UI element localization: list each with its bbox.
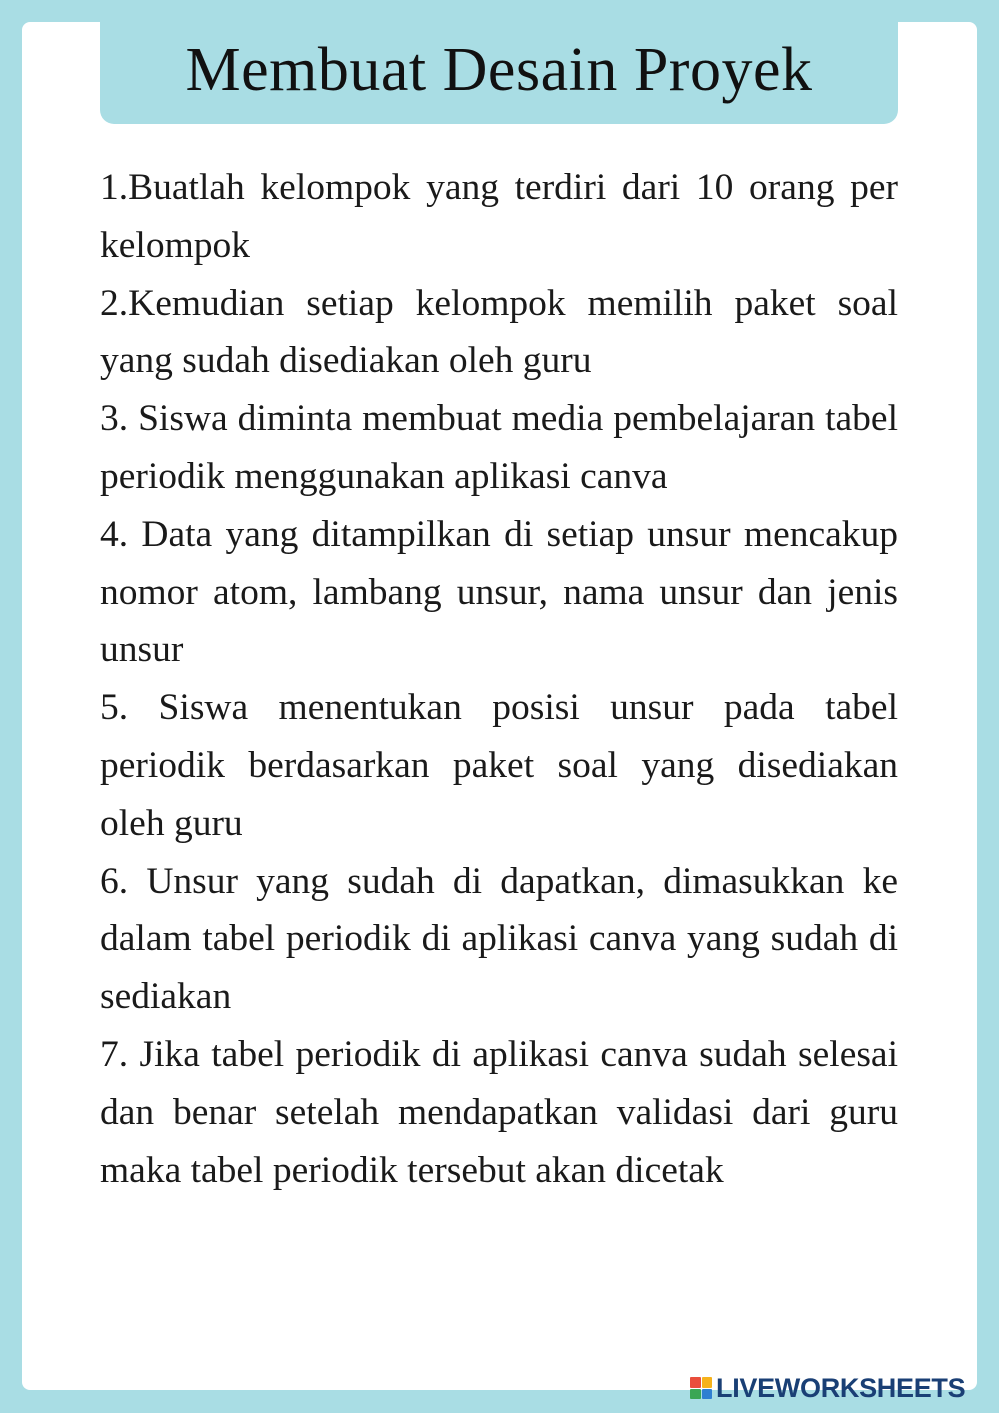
brand-text: LIVEWORKSHEETS [716, 1372, 966, 1403]
instruction-step-1: 1.Buatlah kelompok yang terdiri dari 10 orang per kelompok [100, 167, 898, 266]
instruction-list [100, 159, 898, 1199]
page-title: Membuat Desain Proyek [185, 36, 813, 104]
title-banner [100, 22, 898, 124]
instruction-step-6: 6. Unsur yang sudah di dapatkan, dimasukkan ke dalam tabel periodik di aplikasi canva yang sudah di sediakan [100, 860, 898, 1018]
instruction-step-3: 3. Siswa diminta membuat media pembelajaran tabel periodik menggunakan aplikasi canva [100, 398, 898, 497]
instruction-step-7: 7. Jika tabel periodik di aplikasi canva sudah selesai dan benar setelah mendapatkan validasi dari guru maka tabel periodik tersebut akan dicetak [100, 1033, 898, 1191]
liveworksheets-logo-icon [690, 1377, 712, 1399]
liveworksheets-brand[interactable] [690, 1374, 965, 1402]
instruction-step-2: 2.Kemudian setiap kelompok memilih paket soal yang sudah disediakan oleh guru [100, 282, 898, 382]
instruction-step-5: 5. Siswa menentukan posisi unsur pada tabel periodik berdasarkan paket soal yang disediakan oleh guru [100, 687, 898, 844]
instruction-step-4: 4. Data yang ditampilkan di setiap unsur mencakup nomor atom, lambang unsur, nama unsur dan jenis unsur [100, 513, 898, 671]
